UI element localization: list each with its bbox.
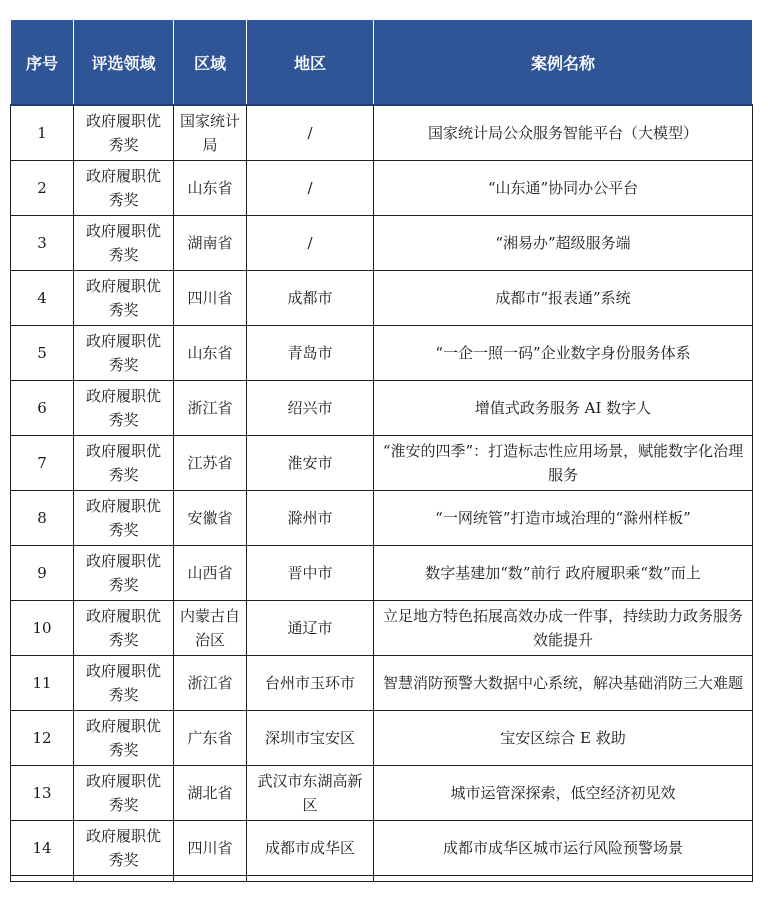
- cell-case-name: 成都市成华区城市运行风险预警场景: [374, 820, 753, 875]
- cell-field: 政府履职优秀奖: [74, 380, 174, 435]
- cell-field: 政府履职优秀奖: [74, 655, 174, 710]
- cell-field: 政府履职优秀奖: [74, 270, 174, 325]
- cell-field: 政府履职优秀奖: [74, 160, 174, 215]
- cell-index: 1: [11, 105, 74, 160]
- table-row: [11, 710, 753, 765]
- cell-region: 四川省: [174, 270, 247, 325]
- cell-continuation: [11, 875, 74, 881]
- cell-field: 政府履职优秀奖: [74, 435, 174, 490]
- cell-area: 淮安市: [247, 435, 374, 490]
- cell-field: 政府履职优秀奖: [74, 545, 174, 600]
- cell-case-name: “一企一照一码”企业数字身份服务体系: [374, 325, 753, 380]
- cell-field: 政府履职优秀奖: [74, 765, 174, 820]
- table-row: [11, 270, 753, 325]
- header-case-name: 案例名称: [374, 20, 753, 106]
- cell-region: 浙江省: [174, 380, 247, 435]
- cell-index: 3: [11, 215, 74, 270]
- cell-area: 成都市成华区: [247, 820, 374, 875]
- cell-case-name: 宝安区综合 E 救助: [374, 710, 753, 765]
- cell-index: 13: [11, 765, 74, 820]
- cell-continuation: [247, 875, 374, 881]
- cell-continuation: [74, 875, 174, 881]
- header-index: 序号: [11, 20, 74, 106]
- table-row: [11, 160, 753, 215]
- awards-table: [10, 19, 753, 882]
- cell-region: 安徽省: [174, 490, 247, 545]
- cell-region: 山东省: [174, 160, 247, 215]
- awards-table-container: [10, 19, 752, 882]
- cell-area: 武汉市东湖高新区: [247, 765, 374, 820]
- cell-region: 山东省: [174, 325, 247, 380]
- cell-index: 8: [11, 490, 74, 545]
- cell-field: 政府履职优秀奖: [74, 325, 174, 380]
- cell-field: 政府履职优秀奖: [74, 820, 174, 875]
- cell-case-name: 增值式政务服务 AI 数字人: [374, 380, 753, 435]
- cell-field: 政府履职优秀奖: [74, 490, 174, 545]
- cell-case-name: 立足地方特色拓展高效办成一件事，持续助力政务服务效能提升: [374, 600, 753, 655]
- cell-area: /: [247, 215, 374, 270]
- cell-region: 湖北省: [174, 765, 247, 820]
- table-row: [11, 655, 753, 710]
- cell-case-name: 城市运管深探索，低空经济初见效: [374, 765, 753, 820]
- cell-field: 政府履职优秀奖: [74, 600, 174, 655]
- cell-field: 政府履职优秀奖: [74, 710, 174, 765]
- cell-index: 14: [11, 820, 74, 875]
- cell-region: 广东省: [174, 710, 247, 765]
- cell-region: 四川省: [174, 820, 247, 875]
- cell-area: 台州市玉环市: [247, 655, 374, 710]
- cell-region: 山西省: [174, 545, 247, 600]
- cell-region: 湖南省: [174, 215, 247, 270]
- cell-index: 4: [11, 270, 74, 325]
- cell-field: 政府履职优秀奖: [74, 105, 174, 160]
- cell-area: 青岛市: [247, 325, 374, 380]
- cell-index: 7: [11, 435, 74, 490]
- cell-index: 9: [11, 545, 74, 600]
- cell-case-name: “一网统管”打造市域治理的“滁州样板”: [374, 490, 753, 545]
- cell-continuation: [374, 875, 753, 881]
- table-row: [11, 435, 753, 490]
- cell-area: 通辽市: [247, 600, 374, 655]
- cell-region: 江苏省: [174, 435, 247, 490]
- cell-case-name: 国家统计局公众服务智能平台（大模型）: [374, 105, 753, 160]
- table-row: [11, 820, 753, 875]
- cell-area: /: [247, 160, 374, 215]
- cell-index: 2: [11, 160, 74, 215]
- cell-case-name: 数字基建加“数”前行 政府履职乘“数”而上: [374, 545, 753, 600]
- cell-area: /: [247, 105, 374, 160]
- cell-index: 10: [11, 600, 74, 655]
- cell-region: 国家统计局: [174, 105, 247, 160]
- cell-index: 12: [11, 710, 74, 765]
- table-row: [11, 765, 753, 820]
- cell-area: 成都市: [247, 270, 374, 325]
- cell-case-name: 智慧消防预警大数据中心系统，解决基础消防三大难题: [374, 655, 753, 710]
- cell-area: 晋中市: [247, 545, 374, 600]
- table-row: [11, 545, 753, 600]
- cell-case-name: “淮安的四季”：打造标志性应用场景，赋能数字化治理服务: [374, 435, 753, 490]
- cell-index: 11: [11, 655, 74, 710]
- cell-region: 浙江省: [174, 655, 247, 710]
- table-row: [11, 380, 753, 435]
- cell-case-name: 成都市“报表通”系统: [374, 270, 753, 325]
- cell-region: 内蒙古自治区: [174, 600, 247, 655]
- header-area: 地区: [247, 20, 374, 106]
- table-row: [11, 215, 753, 270]
- table-row: [11, 105, 753, 160]
- table-row: [11, 325, 753, 380]
- cell-index: 5: [11, 325, 74, 380]
- table-row: [11, 490, 753, 545]
- table-row: [11, 600, 753, 655]
- cell-case-name: “湘易办”超级服务端: [374, 215, 753, 270]
- header-field: 评选领域: [74, 20, 174, 106]
- cell-area: 深圳市宝安区: [247, 710, 374, 765]
- cell-area: 滁州市: [247, 490, 374, 545]
- cell-area: 绍兴市: [247, 380, 374, 435]
- cell-index: 6: [11, 380, 74, 435]
- cell-continuation: [174, 875, 247, 881]
- table-header-row: [11, 20, 753, 106]
- table-body: [11, 105, 753, 881]
- cell-case-name: “山东通”协同办公平台: [374, 160, 753, 215]
- cell-field: 政府履职优秀奖: [74, 215, 174, 270]
- table-row-continuation: [11, 875, 753, 881]
- header-region: 区域: [174, 20, 247, 106]
